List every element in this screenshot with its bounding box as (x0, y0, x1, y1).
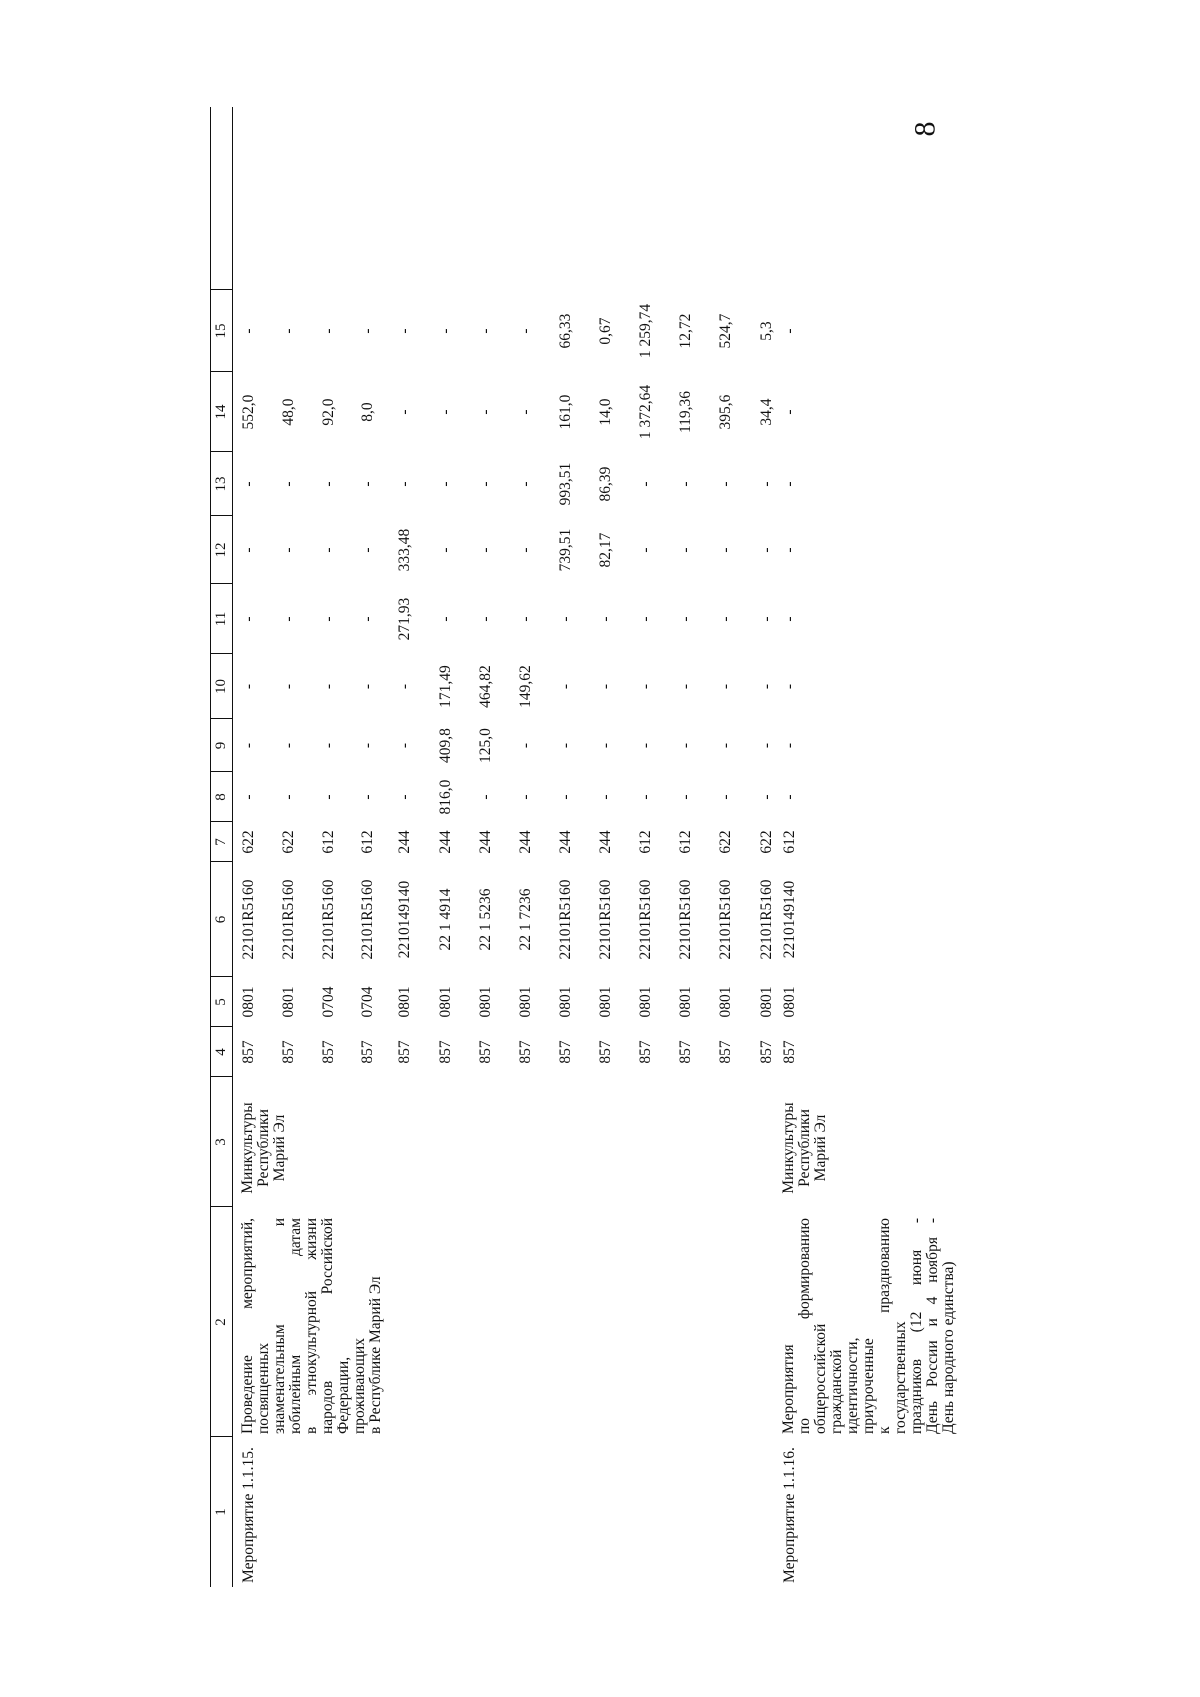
table-cell: - (437, 481, 454, 487)
header-cell: 5 (213, 998, 229, 1006)
table-cell: 857 (677, 1040, 694, 1064)
table-cell: - (477, 409, 494, 415)
table-cell: 612 (320, 830, 337, 854)
table-cell: - (320, 328, 337, 334)
table-cell: 2210149140 (396, 880, 413, 959)
table-cell: 22101R5160 (280, 879, 297, 960)
table-cell: - (240, 683, 257, 690)
table-cell: 0801 (280, 986, 297, 1018)
text-line: День народного единства) (940, 1261, 957, 1434)
text-line: юбилейным датам (287, 1218, 304, 1434)
table-cell: 857 (359, 1040, 376, 1064)
header-cell: 4 (213, 1048, 229, 1056)
table-cell: 244 (557, 830, 574, 854)
table-cell: 612 (637, 830, 654, 854)
table-cell: - (677, 742, 694, 749)
header-divider (210, 1436, 232, 1437)
table-cell: - (437, 328, 454, 334)
text-line: Марий Эл (271, 1114, 288, 1182)
table-cell: 622 (240, 830, 257, 854)
table-cell: 8,0 (359, 402, 376, 422)
page-number: 8 (908, 121, 942, 137)
table-cell: - (320, 547, 337, 553)
table-cell: - (320, 742, 337, 749)
table-cell: 857 (396, 1040, 413, 1064)
table-cell: - (557, 683, 574, 690)
table-cell: - (717, 481, 734, 487)
table-cell: - (717, 742, 734, 749)
header-cell: 1 (213, 1508, 229, 1516)
table-cell: - (677, 616, 694, 622)
table-cell: - (240, 616, 257, 622)
table-cell: 14,0 (597, 398, 614, 426)
table-cell: 22101R5160 (359, 879, 376, 960)
event-name (240, 1218, 384, 1434)
header-divider (210, 976, 232, 977)
table-cell: 0801 (517, 986, 534, 1018)
header-cell: 13 (213, 476, 229, 492)
table-cell: - (517, 742, 534, 749)
table-cell: - (359, 328, 376, 334)
table-cell: 816,0 (437, 779, 454, 815)
text-line: общероссийской (812, 1323, 829, 1434)
table-cell: - (781, 683, 798, 690)
table-cell: 524,7 (717, 313, 734, 349)
table-cell: - (437, 409, 454, 415)
table-cell: 22101R5160 (758, 879, 775, 960)
table-cell: - (240, 481, 257, 487)
table-cell: 857 (437, 1040, 454, 1064)
table-cell: 0801 (637, 986, 654, 1018)
text-line: государственных (892, 1321, 909, 1434)
table-cell: 82,17 (597, 532, 614, 568)
table-cell: 464,82 (477, 665, 494, 708)
table-cell: 0801 (240, 986, 257, 1018)
table-cell: - (396, 481, 413, 487)
event-name (781, 1218, 957, 1434)
header-cell: 8 (213, 793, 229, 801)
table-cell: 244 (597, 830, 614, 854)
table-cell: - (597, 683, 614, 690)
table-cell: - (396, 683, 413, 690)
table-cell: 271,93 (396, 597, 413, 641)
table-cell: - (557, 742, 574, 749)
table-cell: - (517, 794, 534, 800)
text-line: идентичности, (844, 1337, 861, 1434)
text-line: Проведение мероприятий, (239, 1218, 256, 1434)
table-cell: 22 1 5236 (477, 888, 494, 951)
text-line: к празднованию (876, 1218, 893, 1434)
table-cell: - (781, 742, 798, 749)
table-cell: - (396, 328, 413, 334)
table-cell: - (637, 683, 654, 690)
table-cell: - (781, 409, 798, 415)
table-cell: - (320, 616, 337, 622)
header-divider (210, 718, 232, 719)
table-cell: 612 (677, 830, 694, 854)
table-cell: - (758, 547, 775, 553)
table-cell: 0801 (717, 986, 734, 1018)
table-cell: 0801 (557, 986, 574, 1018)
text-line: посвященных (255, 1342, 272, 1434)
table-cell: - (280, 683, 297, 690)
table-cell: 0801 (758, 986, 775, 1018)
table-cell: - (437, 547, 454, 553)
table-cell: 857 (717, 1040, 734, 1064)
table-cell: - (758, 481, 775, 487)
table-cell: - (280, 742, 297, 749)
table-cell: - (396, 794, 413, 800)
table-cell: 66,33 (557, 313, 574, 349)
table-cell: - (781, 616, 798, 622)
text-line: День России и 4 ноября - (924, 1218, 941, 1434)
table-cell: - (280, 616, 297, 622)
text-line: Минкультуры (239, 1102, 256, 1194)
table-cell: 171,49 (437, 665, 454, 708)
table-cell: 0801 (677, 986, 694, 1018)
table-cell: - (637, 616, 654, 622)
table-cell: - (637, 481, 654, 487)
table-cell: - (477, 328, 494, 334)
table-cell: 857 (781, 1040, 798, 1064)
table-cell: - (280, 794, 297, 800)
text-line: народов Российской (319, 1218, 336, 1434)
header-cell: 14 (213, 404, 229, 420)
text-line: Минкультуры (780, 1102, 797, 1194)
table-cell: 22101R5160 (240, 879, 257, 960)
text-line: по формированию (796, 1218, 813, 1434)
table-cell: 12,72 (677, 313, 694, 349)
table-cell: 125,0 (477, 728, 494, 763)
table-cell: - (437, 616, 454, 622)
text-line: приуроченные (860, 1338, 877, 1434)
header-cell: 10 (213, 679, 229, 694)
table-header-border (232, 107, 233, 1587)
header-cell: 15 (213, 323, 229, 339)
table-cell: 612 (359, 830, 376, 854)
table-cell: - (359, 547, 376, 553)
table-cell: 0801 (597, 986, 614, 1018)
table-cell: - (517, 409, 534, 415)
table-cell: 86,39 (597, 466, 614, 502)
table-cell: - (320, 683, 337, 690)
table-cell: - (359, 481, 376, 487)
table-cell: 333,48 (396, 528, 413, 572)
table-cell: 739,51 (557, 528, 574, 572)
table-cell: - (359, 794, 376, 800)
header-divider (210, 653, 232, 654)
table-cell: - (717, 683, 734, 690)
table-cell: - (477, 616, 494, 622)
text-line: в этнокультурной жизни (303, 1218, 320, 1434)
table-cell: - (359, 683, 376, 690)
table-cell: 857 (597, 1040, 614, 1064)
table-cell: 22101R5160 (677, 879, 694, 960)
table-cell: - (677, 547, 694, 553)
table-cell: 857 (280, 1040, 297, 1064)
table-cell: 857 (517, 1040, 534, 1064)
table-cell: 857 (637, 1040, 654, 1064)
table-cell: 857 (557, 1040, 574, 1064)
text-line: гражданской (828, 1349, 845, 1434)
table-cell: 622 (280, 830, 297, 854)
table-cell: - (517, 481, 534, 487)
header-divider (210, 1206, 232, 1207)
table-cell: - (781, 328, 798, 334)
table-cell: - (758, 616, 775, 622)
table-cell: 993,51 (557, 462, 574, 506)
table-cell: 149,62 (517, 665, 534, 708)
table-cell: 92,0 (320, 398, 337, 426)
table-cell: - (717, 794, 734, 800)
table-cell: 119,36 (677, 390, 694, 434)
text-line: праздников (12 июня - (908, 1218, 925, 1434)
table-cell: - (758, 683, 775, 690)
header-cell: 3 (213, 1138, 229, 1146)
table-cell: 395,6 (717, 394, 734, 430)
table-cell: - (517, 547, 534, 553)
table-cell: - (477, 481, 494, 487)
table-cell: - (280, 481, 297, 487)
header-cell: 12 (213, 542, 229, 558)
table-cell: 0,67 (597, 317, 614, 345)
table-cell: - (557, 794, 574, 800)
table-cell: 0704 (320, 986, 337, 1018)
table-cell: - (597, 616, 614, 622)
header-divider (210, 515, 232, 516)
event-executor (781, 1093, 829, 1203)
table-cell: 48,0 (280, 398, 297, 426)
header-divider (210, 771, 232, 772)
table-cell: 22 1 7236 (517, 888, 534, 951)
table-cell: 1 259,74 (637, 303, 654, 359)
header-cell: 11 (213, 611, 229, 627)
header-cell: 2 (213, 1318, 229, 1326)
table-cell: 244 (396, 830, 413, 854)
table-cell: 622 (717, 830, 734, 854)
table-cell: - (758, 794, 775, 800)
table-cell: 244 (517, 830, 534, 854)
header-cell: 6 (213, 915, 229, 924)
table-cell: 22101R5160 (717, 879, 734, 960)
header-divider (210, 451, 232, 452)
table-cell: 0801 (781, 986, 798, 1018)
table-cell: - (781, 547, 798, 553)
header-divider (210, 583, 232, 584)
text-line: Республики (796, 1109, 813, 1187)
table-cell: - (477, 794, 494, 800)
table-cell: - (677, 481, 694, 487)
table-cell: - (240, 794, 257, 800)
table-cell: - (280, 547, 297, 553)
table-cell: 244 (477, 830, 494, 854)
table-cell: - (758, 742, 775, 749)
table-cell: - (717, 616, 734, 622)
table-cell: - (477, 547, 494, 553)
table-cell: 22101R5160 (557, 879, 574, 960)
table-cell: 857 (320, 1040, 337, 1064)
table-cell: - (320, 481, 337, 487)
table-cell: 22101R5160 (637, 879, 654, 960)
table-cell: - (280, 328, 297, 334)
table-cell: 1 372,64 (637, 384, 654, 440)
table-cell: 622 (758, 830, 775, 854)
header-divider (210, 861, 232, 862)
table-cell: 22 1 4914 (437, 888, 454, 951)
table-cell: 857 (758, 1040, 775, 1064)
text-line: знаменательным и (271, 1218, 288, 1434)
budget-table (210, 107, 990, 1587)
table-cell: 857 (240, 1040, 257, 1064)
table-cell: - (557, 616, 574, 622)
table-cell: - (320, 794, 337, 800)
header-divider (210, 1026, 232, 1027)
event-code: Мероприятие 1.1.15. (240, 1447, 257, 1583)
table-cell: 22101R5160 (597, 879, 614, 960)
table-cell: 857 (477, 1040, 494, 1064)
table-cell: 0801 (437, 986, 454, 1018)
table-cell: 552,0 (240, 394, 257, 430)
table-cell: - (637, 794, 654, 800)
table-cell: 0801 (396, 986, 413, 1018)
table-cell: 34,4 (758, 398, 775, 426)
table-cell: - (517, 328, 534, 334)
text-line: Мероприятия (780, 1344, 797, 1434)
table-cell: - (396, 742, 413, 749)
header-cell: 9 (213, 741, 229, 750)
table-cell: - (359, 742, 376, 749)
header-divider (210, 289, 232, 290)
table-cell: - (717, 547, 734, 553)
table-cell: - (517, 616, 534, 622)
text-line: в Республике Марий Эл (367, 1276, 384, 1434)
table-cell: - (677, 683, 694, 690)
table-cell: 612 (781, 830, 798, 854)
table-cell: - (359, 616, 376, 622)
text-line: Республики (255, 1109, 272, 1187)
table-cell: - (781, 794, 798, 800)
table-cell: - (677, 794, 694, 800)
table-cell: 22101R5160 (320, 879, 337, 960)
table-cell: - (240, 742, 257, 749)
header-cell: 7 (213, 838, 229, 846)
table-cell: - (597, 742, 614, 749)
table-cell: 161,0 (557, 394, 574, 430)
header-divider (210, 1076, 232, 1077)
table-cell: 409,8 (437, 728, 454, 763)
event-code: Мероприятие 1.1.16. (781, 1447, 798, 1583)
table-cell: - (396, 409, 413, 415)
text-line: проживающих (351, 1338, 368, 1434)
table-cell: 5,3 (758, 321, 775, 341)
table-cell: 0801 (477, 986, 494, 1018)
table-cell: - (240, 328, 257, 334)
table-cell: - (597, 794, 614, 800)
table-cell: - (240, 547, 257, 553)
table-cell: - (637, 742, 654, 749)
event-executor (240, 1093, 288, 1203)
text-line: Федерации, (335, 1356, 352, 1434)
header-divider (210, 371, 232, 372)
text-line: Марий Эл (812, 1114, 829, 1182)
header-divider (210, 821, 232, 822)
table-cell: - (781, 481, 798, 487)
table-cell: - (637, 547, 654, 553)
table-cell: 2210149140 (781, 880, 798, 959)
table-cell: 0704 (359, 986, 376, 1018)
table-cell: 244 (437, 830, 454, 854)
